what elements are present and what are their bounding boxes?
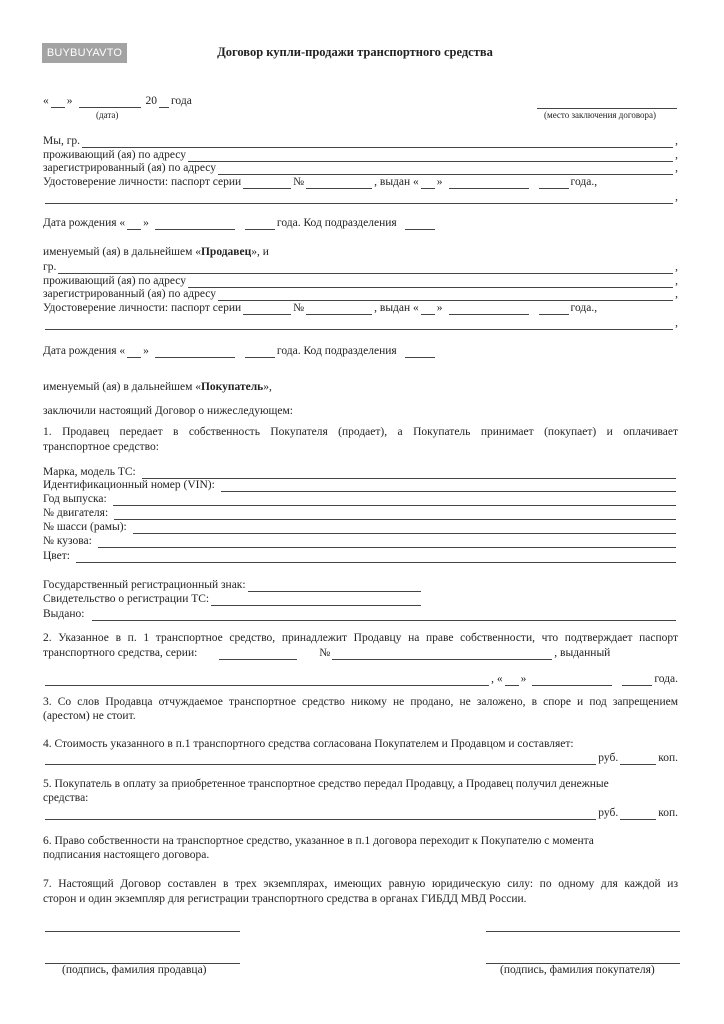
vehicle-field-blank[interactable] [113,494,676,506]
text: средства: [43,792,89,804]
day-blank[interactable] [51,96,65,108]
paid-rub-blank[interactable] [45,808,596,820]
seller-birth-line [43,216,678,230]
issuer-blank[interactable] [45,318,673,330]
seller-issuer-line [43,190,678,204]
vehicle-field-blank[interactable] [133,522,676,534]
text: « [43,95,49,107]
reg-sign-line [43,578,423,592]
text: », [263,381,272,393]
passport-series-blank[interactable] [243,177,291,189]
text: проживающий (ая) по адресу [43,275,186,287]
text: Государственный регистрационный знак: [43,579,246,591]
text: зарегистрированный (ая) по адресу [43,288,216,300]
seller-signature-line-1[interactable] [45,920,240,932]
role-buyer: Покупатель [200,381,264,393]
text: 6. Право собственности на транспортное средство, указанное в п.1 договора переходит к Покупателю с момента [43,835,594,847]
text: года. Код подразделения [276,217,397,229]
text: , [675,317,678,329]
vehicle-field-label: Идентификационный номер (VIN): [43,479,215,491]
month-blank[interactable] [449,303,529,315]
month-blank[interactable] [155,218,235,230]
day-blank[interactable] [127,346,141,358]
text: Свидетельство о регистрации ТС: [43,593,210,605]
place-blank[interactable] [537,97,677,109]
text: » [143,217,149,229]
text: , выдан « [374,176,419,188]
contract-date-line [43,94,243,108]
text: , [675,135,678,147]
reg-cert-line [43,592,423,606]
vehicle-field [43,549,678,563]
division-code-blank[interactable] [405,346,435,358]
day-blank[interactable] [505,674,519,686]
year-blank[interactable] [622,674,652,686]
text: транспортное средство: [43,441,159,453]
year-blank[interactable] [245,218,275,230]
pts-series-blank[interactable] [219,648,297,660]
text: Дата рождения « [43,345,126,357]
text: » [436,302,443,314]
text: , выданный [554,647,611,659]
seller-signature-caption: (подпись, фамилия продавца) [62,964,207,976]
paid-kop-blank[interactable] [620,808,656,820]
text: подписания настоящего договора. [43,849,210,861]
seller-name-blank[interactable] [82,136,673,148]
section-7-line-1: 7. Настоящий Договор составлен в трех экземплярах, имеющих равную юридическую силу: по одному для каждой из [43,878,678,890]
text: , [675,275,678,287]
reg-cert-blank[interactable] [211,594,421,606]
day-blank[interactable] [127,218,141,230]
day-blank[interactable] [421,177,435,189]
text: транспортного средства, серии: [43,647,198,659]
buyer-registered-blank[interactable] [218,289,673,301]
buyer-issuer-line [43,316,678,330]
seller-address-line [43,148,678,162]
vehicle-field [43,492,678,506]
month-blank[interactable] [79,96,141,108]
text: руб. [598,807,619,819]
section-2-line-1: 2. Указанное в п. 1 транспортное средство, принадлежит Продавцу на праве собственности, что подтверждает паспорт [43,632,678,644]
vehicle-field [43,520,678,534]
section-6-line-1 [43,834,678,848]
buyer-signature-line-2[interactable] [486,952,680,964]
section-3-line-1: 3. Со слов Продавца отчуждаемое транспортное средство никому не продано, не заложено, в споре и под запрещением [43,696,678,708]
section-6-line-2 [43,848,678,862]
text: проживающий (ая) по адресу [43,149,186,161]
text: года. Код подразделения [276,345,397,357]
text: зарегистрированный (ая) по адресу [43,162,216,174]
seller-name-line [43,134,678,148]
section-2-line-2 [43,646,678,660]
text: № [319,647,331,659]
text: (арестом) не стоит. [43,710,136,722]
vehicle-field-blank[interactable] [221,480,676,492]
text: 4. Стоимость указанного в п.1 транспортного средства согласована Покупателем и Продавцом и составляет: [43,738,574,750]
vehicle-field [43,478,678,492]
vehicle-field-label: Марка, модель ТС: [43,466,136,478]
month-blank[interactable] [449,177,529,189]
text: заключили настоящий Договор о нижеследующем: [43,405,293,417]
month-blank[interactable] [532,674,612,686]
section-3-line-2 [43,709,678,723]
issued-line [43,607,678,621]
text: года [171,95,192,107]
text: Выдано: [43,608,85,620]
text: Дата рождения « [43,217,126,229]
pts-number-blank[interactable] [332,648,552,660]
text: сторон и один экземпляр для регистрации транспортного средства в органах ГИБДД МВД России. [43,893,527,905]
section-5-amount-line [43,806,678,820]
text: , [675,162,678,174]
seller-passport-line [43,175,678,189]
day-blank[interactable] [421,303,435,315]
text: года., [570,176,598,188]
text: , [675,149,678,161]
place-caption: (место заключения договора) [544,110,657,120]
text: года., [570,302,598,314]
text: , [675,288,678,300]
year-blank[interactable] [159,96,169,108]
passport-number-blank[interactable] [306,303,372,315]
logo: BUYBUYAVTO [42,43,127,63]
text: , [675,261,678,273]
section-7-line-2 [43,892,678,906]
buyer-registered-line [43,287,678,301]
text: 5. Покупатель в оплату за приобретенное транспортное средство передал Продавцу, а Продавец получил денежные [43,778,609,790]
text: » [66,95,73,107]
section-4-price-line [43,751,678,765]
year-blank[interactable] [245,346,275,358]
pts-issuer-blank[interactable] [45,674,489,686]
text: , « [491,673,503,685]
section-5-line-2 [43,791,678,805]
passport-number-blank[interactable] [306,177,372,189]
reg-sign-blank[interactable] [248,580,421,592]
document-title: Договор купли-продажи транспортного средства [217,45,493,59]
buyer-address-line [43,274,678,288]
text: » [520,673,527,685]
buyer-name-blank[interactable] [58,262,673,274]
price-rub-blank[interactable] [45,753,596,765]
text: именуемый (ая) в дальнейшем « [43,381,201,393]
text: коп. [658,807,678,819]
month-blank[interactable] [155,346,235,358]
vehicle-field-label: Год выпуска: [43,493,107,505]
text: » [143,345,149,357]
year-blank[interactable] [539,303,569,315]
seller-signature-line-2[interactable] [45,952,240,964]
text: Мы, гр. [43,135,81,147]
vehicle-field-label: № двигателя: [43,507,109,519]
text: коп. [658,752,678,764]
buyer-passport-line [43,301,678,315]
vehicle-field [43,465,678,479]
text: именуемый (ая) в дальнейшем « [43,246,201,258]
text: », и [251,246,269,258]
intro [43,404,678,418]
role-seller: Продавец [200,246,252,258]
text: года. [654,673,678,685]
buyer-birth-line [43,344,678,358]
vehicle-field-label: № кузова: [43,535,92,547]
section-2-line-3 [43,672,678,686]
text: гр. [43,261,57,273]
text: » [436,176,443,188]
text: № [293,176,305,188]
vehicle-field-label: № шасси (рамы): [43,521,127,533]
section-4-line-1 [43,737,678,751]
date-caption: (дата) [96,110,119,120]
text: руб. [598,752,619,764]
section-5-line-1 [43,777,678,791]
text: , [675,191,678,203]
seller-registered-line [43,161,678,175]
issued-blank[interactable] [92,609,676,621]
vehicle-field-blank[interactable] [76,551,676,563]
buyer-name-line [43,260,678,274]
division-code-blank[interactable] [405,218,435,230]
buyer-signature-caption: (подпись, фамилия покупателя) [500,964,655,976]
price-kop-blank[interactable] [620,753,656,765]
issuer-blank[interactable] [45,192,673,204]
vehicle-field-label: Цвет: [43,550,70,562]
text: Удостоверение личности: паспорт серии [43,176,242,188]
text: , выдан « [374,302,419,314]
vehicle-field-blank[interactable] [114,508,676,520]
buyer-role-line [43,380,678,394]
buyer-signature-line-1[interactable] [486,920,680,932]
section-1-line-1: 1. Продавец передает в собственность Покупателя (продает), а Покупатель принимает (покупает) и оплачивает [43,426,678,438]
vehicle-field [43,506,678,520]
year-blank[interactable] [539,177,569,189]
vehicle-field [43,534,678,548]
text: Удостоверение личности: паспорт серии [43,302,242,314]
text: № [293,302,305,314]
passport-series-blank[interactable] [243,303,291,315]
seller-registered-blank[interactable] [218,163,673,175]
text: 20 [145,95,157,107]
vehicle-field-blank[interactable] [98,536,676,548]
section-1-line-2 [43,440,678,454]
seller-role-line [43,245,678,259]
